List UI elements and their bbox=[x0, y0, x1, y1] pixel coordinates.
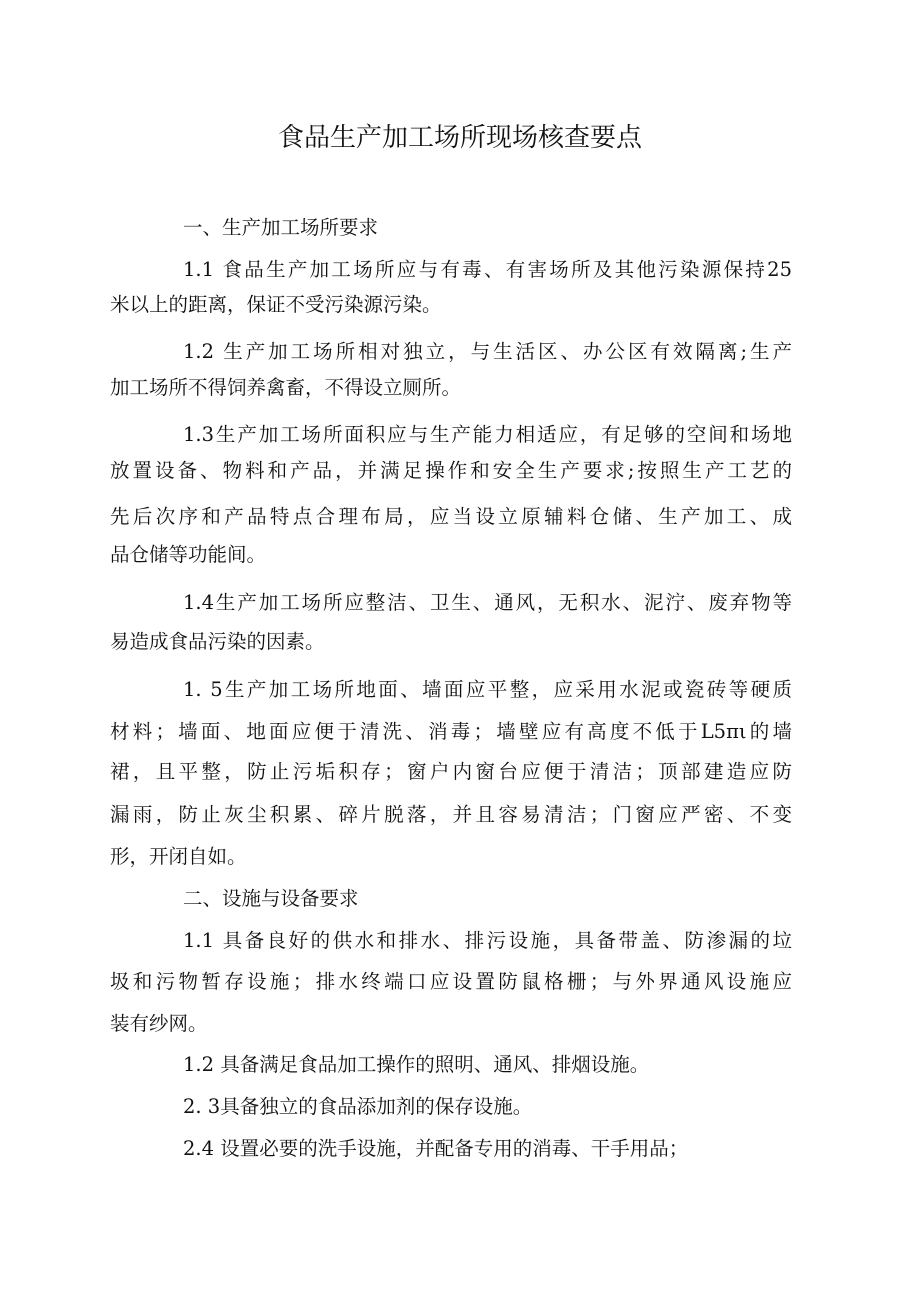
paragraph-line: 1. 5生产加工场所地面、墙面应平整，应采用水泥或瓷砖等硬质 bbox=[183, 678, 792, 701]
paragraph-line: 2. 3具备独立的食品添加剂的保存设施。 bbox=[183, 1095, 533, 1118]
paragraph-line: 1.4生产加工场所应整洁、卫生、通风，无积水、泥泞、废弃物等 bbox=[183, 591, 792, 614]
paragraph-line: 1.1 食品生产加工场所应与有毒、有害场所及其他污染源保持25 bbox=[183, 258, 792, 281]
paragraph-line: 漏雨，防止灰尘积累、碎片脱落，并且容易清洁；门窗应严密、不变 bbox=[110, 803, 792, 826]
section-heading-2: 二、设施与设备要求 bbox=[183, 887, 359, 910]
section-heading-1: 一、生产加工场所要求 bbox=[183, 216, 379, 239]
paragraph-line: 材料；墙面、地面应便于清洗、消毒；墙壁应有高度不低于L5πι的墙 bbox=[110, 720, 792, 743]
paragraph-line: 圾和污物暂存设施；排水终端口应设置防鼠格栅；与外界通风设施应 bbox=[110, 970, 792, 993]
paragraph-line: 1.2 生产加工场所相对独立，与生活区、办公区有效隔离;生产 bbox=[183, 340, 792, 363]
paragraph-line: 米以上的距离，保证不受污染源污染。 bbox=[110, 293, 442, 316]
paragraph-line: 1.2 具备满足食品加工操作的照明、通风、排烟设施。 bbox=[183, 1053, 650, 1076]
paragraph-line: 形，开闭自如。 bbox=[110, 845, 247, 868]
paragraph-line: 装有纱网。 bbox=[110, 1012, 208, 1035]
paragraph-line: 1.1 具备良好的供水和排水、排污设施，具备带盖、防渗漏的垃 bbox=[183, 929, 792, 952]
paragraph-line: 加工场所不得饲养禽畜，不得设立厕所。 bbox=[110, 376, 462, 399]
paragraph-line: 1.3生产加工场所面积应与生产能力相适应，有足够的空间和场地 bbox=[183, 423, 792, 446]
document-title: 食品生产加工场所现场核查要点 bbox=[277, 123, 642, 153]
paragraph-line: 易造成食品污染的因素。 bbox=[110, 630, 325, 653]
paragraph-line: 放置设备、物料和产品，并满足操作和安全生产要求;按照生产工艺的 bbox=[110, 459, 792, 482]
paragraph-line: 裙，且平整，防止污垢积存；窗户内窗台应便于清洁；顶部建造应防 bbox=[110, 760, 792, 783]
paragraph-line: 先后次序和产品特点合理布局，应当设立原辅料仓储、生产加工、成 bbox=[110, 505, 792, 528]
paragraph-line: 2.4 设置必要的洗手设施，并配备专用的消毒、干手用品； bbox=[183, 1137, 689, 1160]
paragraph-line: 品仓储等功能间。 bbox=[110, 543, 267, 566]
